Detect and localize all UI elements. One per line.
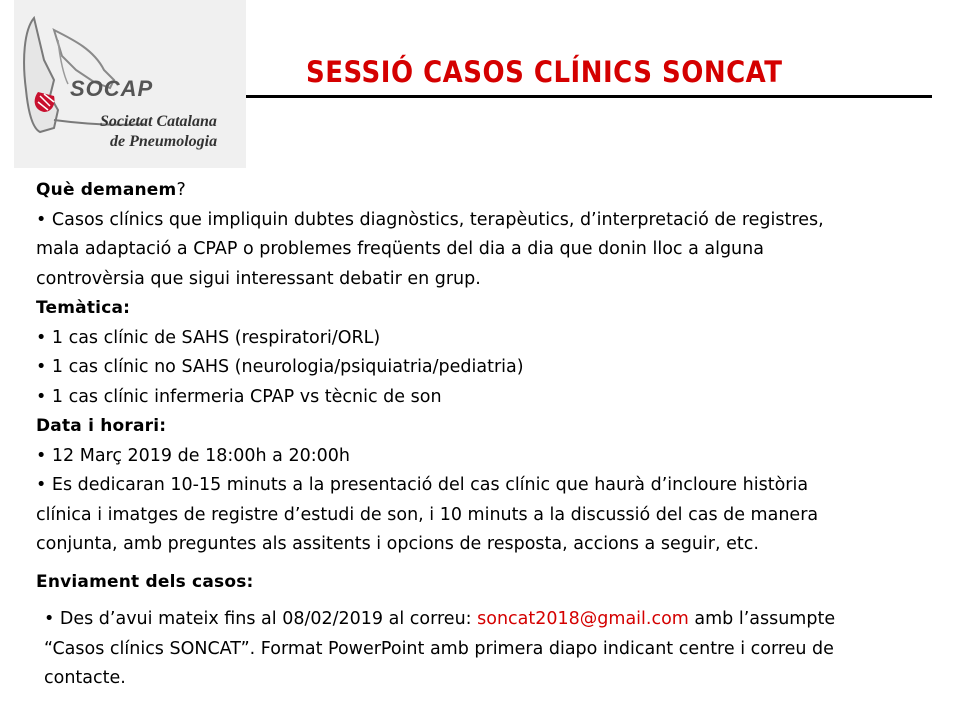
list-item: • 12 Març 2019 de 18:00h a 20:00h [36,445,350,466]
list-item: • Es dedicaran 10-15 minuts a la presentació del cas clínic que haurà d’incloure història [36,475,809,495]
list-item [36,605,936,635]
page-title: SESSIÓ CASOS CLÍNICS SONCAT [306,56,783,90]
section-data-heading: Data i horari: [36,416,167,436]
section-que-heading [36,176,936,206]
email-link[interactable]: soncat2018@gmail.com [477,609,689,629]
text-after-email: amb l’assumpte [688,609,836,629]
paragraph-line: mala adaptació a CPAP o problemes freqüents del dia a dia que donin lloc a alguna [36,239,764,259]
paragraph-line: clínica i imatges de registre d’estudi de son, i 10 minuts a la discussió del cas de manera [36,504,819,525]
list-item: • 1 cas clínic de SAHS (respiratori/ORL) [36,327,381,348]
logo-name-line1: Societat Catalana [100,113,217,130]
section-enviament-heading: Enviament dels casos: [36,571,254,592]
logo-acronym: SOCAP [70,76,154,101]
text-before-email: • Des d’avui mateix fins al 08/02/2019 al correu: [44,609,478,629]
document-body [36,176,936,694]
paragraph-line: “Casos clínics SONCAT”. Format PowerPoint amb primera diapo indicant centre i correu de [44,638,834,659]
heading-text: Què demanem [36,180,177,200]
title-underline [246,95,932,98]
logo-name-line2: de Pneumologia [110,133,218,150]
heading-suffix: ? [176,180,186,200]
section-tematica-heading: Temàtica: [36,298,131,318]
paragraph-line: contacte. [44,668,126,688]
list-item: • 1 cas clínic infermeria CPAP vs tècnic de son [36,386,442,407]
socap-logo [14,0,246,168]
paragraph-line: conjunta, amb preguntes als assitents i opcions de resposta, accions a seguir, etc. [36,534,759,554]
logo-name [100,112,260,152]
paragraph-line: controvèrsia que sigui interessant debatir en grup. [36,268,481,289]
paragraph-line: • Casos clínics que impliquin dubtes diagnòstics, terapèutics, d’interpretació de registres, [36,209,824,230]
list-item: • 1 cas clínic no SAHS (neurologia/psiquiatria/pediatria) [36,357,524,377]
